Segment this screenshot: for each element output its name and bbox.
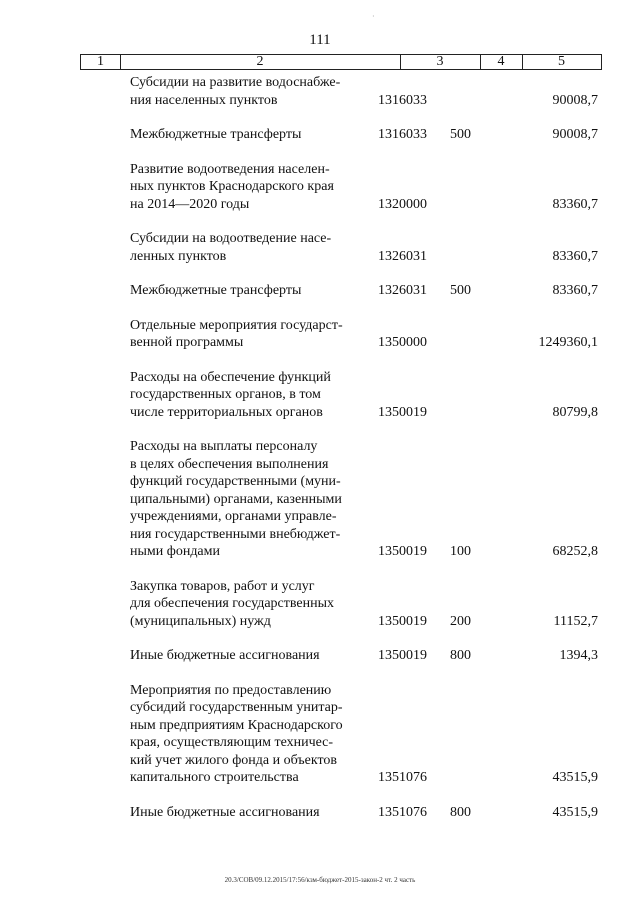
table-row <box>0 282 640 300</box>
row-amount: 1249360,1 <box>538 335 598 350</box>
row-amount: 43515,9 <box>552 804 598 820</box>
row-code: 1350019 <box>378 544 427 559</box>
row-code: 1320000 <box>378 196 427 212</box>
row-amount: 83360,7 <box>552 196 598 212</box>
row-description: Субсидии на развитие водоснабже- ния населенных пунктов <box>130 75 341 108</box>
row-amount: 80799,8 <box>552 404 598 420</box>
row-code: 1326031 <box>378 283 427 298</box>
row-code: 1351076 <box>378 804 427 820</box>
row-description: Расходы на обеспечение функций государственных органов, в том числе территориальных органов <box>130 369 331 420</box>
row-description: Отдельные мероприятия государст- венной программы <box>130 317 343 350</box>
row-code: 1351076 <box>378 770 427 785</box>
header-col-3: 3 <box>400 55 481 69</box>
row-expense-type: 100 <box>450 544 471 559</box>
table-row <box>0 161 640 214</box>
row-amount: 1394,3 <box>559 648 598 663</box>
row-expense-type: 500 <box>450 127 471 142</box>
row-expense-type: 500 <box>450 283 471 298</box>
table-row <box>0 74 640 109</box>
footer-reference: 20.3/СОВ/09.12.2015/17:56/кзм-бюджет-2015-закон-2 чт. 2 часть <box>224 876 416 884</box>
row-description: Расходы на выплаты персоналу в целях обеспечения выполнения функций государственными (муни- ципальными) органами, казенными учреждениями, органами управле- ния государственными внебюджет- ными фондами <box>130 439 342 559</box>
row-description: Субсидии на водоотведение насе- ленных пунктов <box>130 231 332 264</box>
row-code: 1350000 <box>378 335 427 350</box>
row-code: 1316033 <box>378 92 427 108</box>
row-description: Межбюджетные трансферты <box>130 127 302 142</box>
row-amount: 68252,8 <box>552 544 598 559</box>
row-amount: 43515,9 <box>552 770 598 785</box>
table-row <box>0 230 640 265</box>
row-amount: 83360,7 <box>552 283 598 298</box>
row-description: Иные бюджетные ассигнования <box>130 804 320 820</box>
table-header <box>80 54 602 70</box>
scan-mark: · <box>372 12 375 21</box>
row-expense-type: 800 <box>450 804 471 820</box>
row-amount: 11152,7 <box>553 613 598 629</box>
row-code: 1316033 <box>378 127 427 142</box>
row-code: 1326031 <box>378 248 427 264</box>
table-row <box>0 317 640 352</box>
row-code: 1350019 <box>378 404 427 420</box>
row-code: 1350019 <box>378 648 427 663</box>
header-col-2: 2 <box>120 55 401 69</box>
header-col-4: 4 <box>480 55 523 69</box>
row-description: Межбюджетные трансферты <box>130 283 302 298</box>
row-description: Закупка товаров, работ и услуг для обеспечения государственных (муниципальных) нужд <box>130 578 334 629</box>
table-row <box>0 578 640 631</box>
table-row <box>0 647 640 665</box>
table-row <box>0 126 640 144</box>
table-row <box>0 369 640 422</box>
row-amount: 90008,7 <box>552 127 598 142</box>
row-amount: 83360,7 <box>552 248 598 264</box>
row-description: Развитие водоотведения населен- ных пунктов Краснодарского края на 2014—2020 годы <box>130 161 334 212</box>
header-col-1: 1 <box>81 55 121 69</box>
row-expense-type: 800 <box>450 648 471 663</box>
header-col-5: 5 <box>558 54 565 69</box>
table-row <box>0 804 640 822</box>
row-description: Мероприятия по предоставлению субсидий государственным унитар- ным предприятиям Краснодарского края, осуществляющим техничес- кий учет жилого фонда и объектов капитального строительства <box>130 682 343 785</box>
row-description: Иные бюджетные ассигнования <box>130 648 320 663</box>
row-expense-type: 200 <box>450 613 471 629</box>
page-number: 111 <box>309 32 331 48</box>
row-code: 1350019 <box>378 613 427 629</box>
row-amount: 90008,7 <box>552 92 598 108</box>
table-row <box>0 682 640 787</box>
table-row <box>0 438 640 561</box>
